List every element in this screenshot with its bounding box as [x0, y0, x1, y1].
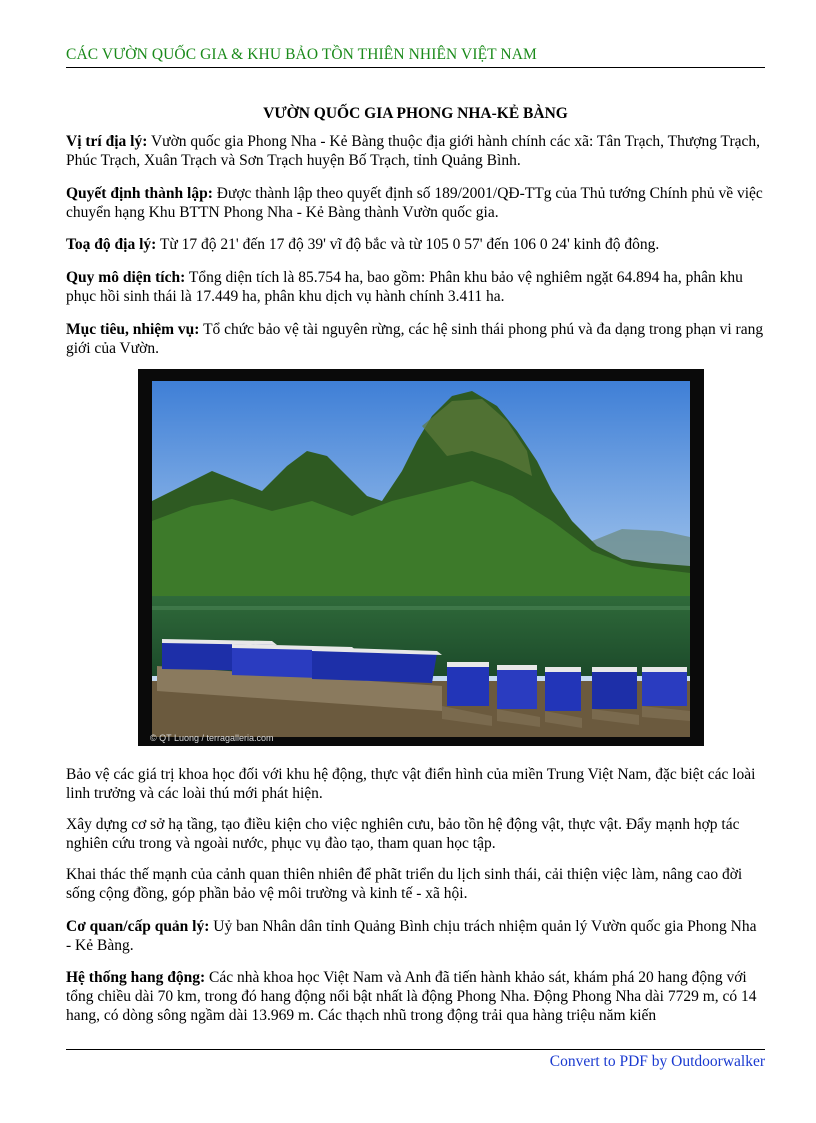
footer-divider — [66, 1049, 765, 1050]
label-location: Vị trí địa lý: — [66, 133, 148, 150]
paragraph-protect: Bảo vệ các giá trị khoa học đối với khu hệ động, thực vật điển hình của miền Trung Việt Nam, đặc biệt các loài linh trưởng và các loài thú mới phát hiện. — [66, 766, 756, 802]
text-location: Vườn quốc gia Phong Nha - Kẻ Bàng thuộc địa giới hành chính các xã: Tân Trạch, Thượng Trạch, Phúc Trạch, Xuân Trạch và Sơn Trạch huyện Bố Trạch, tỉnh Quảng Bình. — [66, 133, 761, 169]
text-area: Tổng diện tích là 85.754 ha, bao gồm: Phân khu bảo vệ nghiêm ngặt 64.894 ha, phân khu phục hồi sinh thái là 17.449 ha, phân khu dịch vụ hành chính 3.411 ha. — [66, 269, 743, 305]
landscape-photo — [138, 369, 704, 746]
text-objectives: Tổ chức bảo vệ tài nguyên rừng, các hệ sinh thái phong phú và đa dạng trong phạn vi rang giới của Vườn. — [66, 321, 764, 357]
running-header: CÁC VƯỜN QUỐC GIA & KHU BẢO TỒN THIÊN NHIÊN VIỆT NAM — [66, 46, 765, 68]
paragraph-coordinates — [66, 235, 765, 254]
text-coordinates: Từ 17 độ 21' đến 17 độ 39' vĩ độ bắc và từ 105 0 57' đến 106 0 24' kinh độ đông. — [156, 236, 660, 253]
photo-watermark: © QT Luong / terragalleria.com — [150, 733, 274, 743]
paragraph-caves — [66, 968, 765, 1025]
paragraph-exploit: Khai thác thế mạnh của cảnh quan thiên nhiên để phãt triển du lịch sinh thái, cải thiện việc làm, nâng cao đời sống cộng đồng, góp phần bảo vệ môi trường và kinh tế - xã hội. — [66, 866, 743, 902]
text-caves: Các nhà khoa học Việt Nam và Anh đã tiến hành khảo sát, khám phá 20 hang động với tổng chiều dài 70 km, trong đó hang động nổi bật nhất là động Phong Nha. Động Phong Nha dài 7729 m, có 14 hang, có dòng sông ngầm dài 13.969 m. Các thạch nhũ trong động trải qua hàng triệu năm kiến — [66, 969, 757, 1024]
paragraph-area — [66, 268, 765, 306]
paragraph-management — [66, 917, 765, 955]
footer-credit: Convert to PDF by Outdoorwalker — [549, 1053, 765, 1070]
label-management: Cơ quan/cấp quản lý: — [66, 918, 210, 935]
page-title: VƯỜN QUỐC GIA PHONG NHA-KẺ BÀNG — [263, 105, 568, 122]
label-objectives: Mục tiêu, nhiệm vụ: — [66, 321, 200, 338]
label-establishment: Quyết định thành lập: — [66, 185, 213, 202]
paragraph-objectives — [66, 320, 765, 358]
label-caves: Hệ thống hang động: — [66, 969, 206, 986]
paragraph-establishment — [66, 184, 765, 222]
label-coordinates: Toạ độ địa lý: — [66, 236, 157, 253]
label-area: Quy mô diện tích: — [66, 269, 186, 286]
paragraph-build: Xây dựng cơ sở hạ tầng, tạo điều kiện cho việc nghiên cưu, bảo tồn hệ động vật, thực vật. Đẩy mạnh hợp tác nghiên cứu trong và ngoài nước, phục vụ đào tạo, tham quan học tập. — [66, 816, 740, 852]
text-management: Uỷ ban Nhân dân tỉnh Quảng Bình chịu trách nhiệm quản lý Vườn quốc gia Phong Nha - Kẻ Bàng. — [66, 918, 757, 954]
paragraph-location — [66, 132, 765, 170]
text-establishment: Được thành lập theo quyết định số 189/2001/QĐ-TTg của Thủ tướng Chính phủ về việc chuyển hạng Khu BTTN Phong Nha - Kẻ Bàng thành Vườn quốc gia. — [66, 185, 763, 221]
photo-illustration — [152, 381, 690, 737]
